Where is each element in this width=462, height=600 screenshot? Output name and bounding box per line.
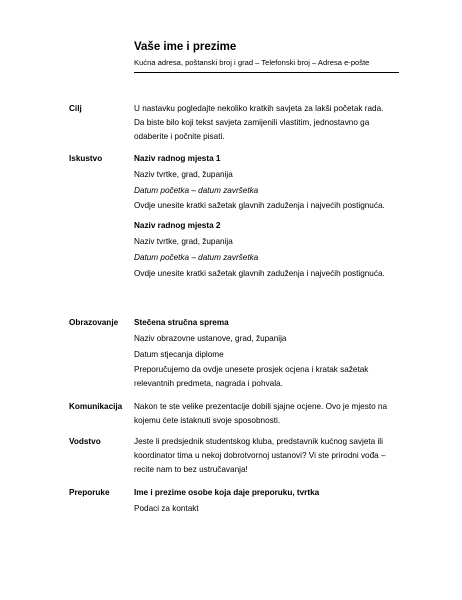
contact-line[interactable]: Kućna adresa, poštanski broj i grad – Telefonski broj – Adresa e-pošte — [134, 58, 370, 67]
section-label-communication[interactable]: Komunikacija — [69, 402, 123, 411]
section-label-leadership[interactable]: Vodstvo — [69, 437, 101, 446]
section-content-references — [134, 486, 392, 518]
section-content-experience — [134, 152, 392, 282]
education-summary[interactable]: Preporučujemo da ovdje unesete prosjek ocjena i kratak sažetak relevantnih predmeta, nagrada i pohvala. — [134, 365, 369, 389]
job-summary[interactable]: Ovdje unesite kratki sažetak glavnih zaduženja i najvećih postignuća. — [134, 201, 385, 211]
section-content-leadership — [134, 435, 392, 478]
leadership-text[interactable]: Jeste li predsjednik studentskog kluba, predstavnik kućnog savjeta ili koordinator tima u nekoj dobrotvornoj ustanovi? Vi ste prirodni vođa – recite nam to bez ustručavanja! — [134, 437, 386, 474]
section-label-references[interactable]: Preporuke — [69, 488, 110, 497]
job-summary[interactable]: Ovdje unesite kratki sažetak glavnih zaduženja i najvećih postignuća. — [134, 268, 385, 278]
communication-text[interactable]: Nakon te ste velike prezentacije dobili sjajne ocjene. Ovo je mjesto na kojemu ćete istaknuti svoje sposobnosti. — [134, 402, 388, 425]
section-label-objective[interactable]: Cilj — [69, 104, 82, 113]
degree-title[interactable]: Stečena stručna sprema — [134, 318, 229, 327]
job-dates[interactable]: Datum početka – datum završetka — [134, 185, 259, 195]
full-name[interactable]: Vaše ime i prezime — [134, 41, 237, 53]
section-label-experience[interactable]: Iskustvo — [69, 154, 103, 163]
job-entry — [134, 219, 392, 280]
resume-header — [134, 40, 396, 73]
reference-person[interactable]: Ime i prezime osobe koja daje preporuku, tvrtka — [134, 488, 320, 497]
job-company[interactable]: Naziv tvrtke, grad, županija — [134, 236, 233, 246]
section-content-education — [134, 316, 392, 393]
graduation-date[interactable]: Datum stjecanja diplome — [134, 349, 224, 359]
job-entry — [134, 152, 392, 213]
school-name[interactable]: Naziv obrazovne ustanove, grad, županija — [134, 333, 287, 343]
job-dates[interactable]: Datum početka – datum završetka — [134, 252, 259, 262]
section-content-communication — [134, 400, 392, 430]
section-label-education[interactable]: Obrazovanje — [69, 318, 119, 327]
header-divider — [134, 72, 399, 73]
job-title[interactable]: Naziv radnog mjesta 2 — [134, 221, 221, 231]
job-title[interactable]: Naziv radnog mjesta 1 — [134, 154, 221, 163]
objective-text[interactable]: U nastavku pogledajte nekoliko kratkih savjeta za lakši početak rada. Da biste bilo koji tekst savjeta zamijenili vlastitim, jednostavno ga odaberite i počnite pisati. — [134, 104, 384, 141]
job-company[interactable]: Naziv tvrtke, grad, županija — [134, 169, 233, 179]
reference-contact[interactable]: Podaci za kontakt — [134, 503, 199, 513]
section-content-objective — [134, 102, 392, 145]
